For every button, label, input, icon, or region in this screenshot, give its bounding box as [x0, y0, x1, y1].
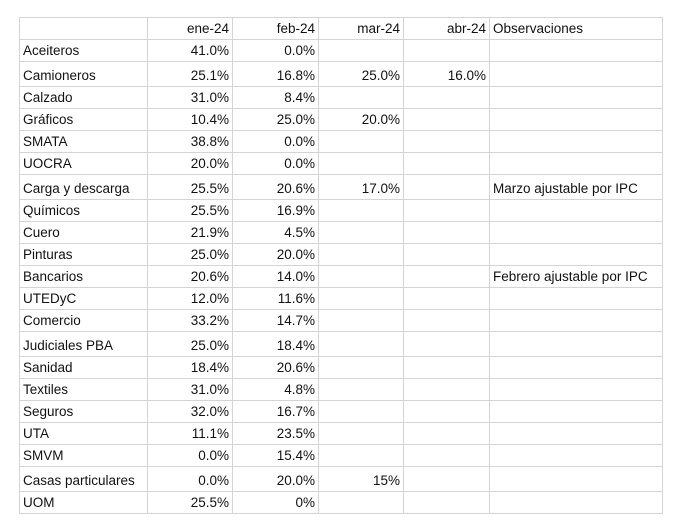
cell-mar-24[interactable]: 15% — [319, 467, 404, 492]
cell-feb-24[interactable]: 11.6% — [233, 288, 319, 310]
cell-mar-24[interactable] — [319, 131, 404, 153]
cell-ene-24[interactable]: 25.1% — [148, 62, 233, 87]
cell-abr-24[interactable] — [404, 109, 490, 131]
cell-ene-24[interactable]: 32.0% — [148, 401, 233, 423]
table-row — [20, 423, 663, 445]
cell-observaciones[interactable] — [490, 467, 663, 492]
cell-feb-24[interactable]: 16.7% — [233, 401, 319, 423]
cell-feb-24[interactable]: 20.6% — [233, 175, 319, 200]
cell-feb-24[interactable]: 0% — [233, 492, 319, 514]
cell-feb-24[interactable]: 14.0% — [233, 266, 319, 288]
header-cell-feb-24[interactable]: feb-24 — [233, 18, 319, 40]
cell-observaciones[interactable] — [490, 109, 663, 131]
table-row — [20, 175, 663, 200]
cell-observaciones[interactable] — [490, 288, 663, 310]
cell-ene-24[interactable]: 41.0% — [148, 40, 233, 62]
cell-name[interactable]: Camioneros — [20, 62, 148, 87]
cell-abr-24[interactable] — [404, 401, 490, 423]
table-row — [20, 492, 663, 514]
cell-ene-24[interactable]: 18.4% — [148, 357, 233, 379]
cell-name[interactable]: Gráficos — [20, 109, 148, 131]
cell-observaciones[interactable] — [490, 492, 663, 514]
cell-abr-24[interactable] — [404, 131, 490, 153]
cell-observaciones[interactable] — [490, 357, 663, 379]
cell-name[interactable]: UOM — [20, 492, 148, 514]
cell-name[interactable]: Químicos — [20, 200, 148, 222]
cell-observaciones[interactable] — [490, 62, 663, 87]
cell-observaciones[interactable] — [490, 222, 663, 244]
cell-mar-24[interactable]: 20.0% — [319, 109, 404, 131]
table-row — [20, 332, 663, 357]
cell-abr-24[interactable] — [404, 153, 490, 175]
cell-observaciones[interactable] — [490, 131, 663, 153]
cell-abr-24[interactable]: 16.0% — [404, 62, 490, 87]
cell-feb-24[interactable]: 23.5% — [233, 423, 319, 445]
cell-name[interactable]: Carga y descarga — [20, 175, 148, 200]
header-row — [20, 18, 663, 40]
header-cell-mar-24[interactable]: mar-24 — [319, 18, 404, 40]
header-cell-observaciones[interactable]: Observaciones — [490, 18, 663, 40]
cell-name[interactable]: SMVM — [20, 445, 148, 467]
cell-abr-24[interactable] — [404, 244, 490, 266]
cell-mar-24[interactable] — [319, 40, 404, 62]
cell-name[interactable]: Textiles — [20, 379, 148, 401]
cell-ene-24[interactable]: 38.8% — [148, 131, 233, 153]
cell-abr-24[interactable] — [404, 310, 490, 332]
cell-mar-24[interactable] — [319, 332, 404, 357]
cell-abr-24[interactable] — [404, 87, 490, 109]
cell-ene-24[interactable]: 25.5% — [148, 200, 233, 222]
header-cell-empty[interactable] — [20, 18, 148, 40]
cell-mar-24[interactable] — [319, 492, 404, 514]
cell-feb-24[interactable]: 16.9% — [233, 200, 319, 222]
cell-ene-24[interactable]: 33.2% — [148, 310, 233, 332]
table-row — [20, 288, 663, 310]
cell-feb-24[interactable]: 0.0% — [233, 153, 319, 175]
cell-observaciones[interactable] — [490, 379, 663, 401]
table-row — [20, 266, 663, 288]
cell-feb-24[interactable]: 18.4% — [233, 332, 319, 357]
cell-name[interactable]: Casas particulares — [20, 467, 148, 492]
cell-ene-24[interactable]: 20.0% — [148, 153, 233, 175]
cell-ene-24[interactable]: 31.0% — [148, 87, 233, 109]
table-row — [20, 222, 663, 244]
table-row — [20, 244, 663, 266]
cell-name[interactable]: Judiciales PBA — [20, 332, 148, 357]
table-row — [20, 153, 663, 175]
cell-name[interactable]: Pinturas — [20, 244, 148, 266]
cell-feb-24[interactable]: 16.8% — [233, 62, 319, 87]
cell-abr-24[interactable] — [404, 222, 490, 244]
cell-abr-24[interactable] — [404, 200, 490, 222]
cell-mar-24[interactable] — [319, 200, 404, 222]
cell-mar-24[interactable] — [319, 310, 404, 332]
cell-observaciones[interactable] — [490, 87, 663, 109]
cell-observaciones[interactable]: Marzo ajustable por IPC — [490, 175, 663, 200]
table-row — [20, 357, 663, 379]
cell-mar-24[interactable] — [319, 244, 404, 266]
cell-mar-24[interactable] — [319, 401, 404, 423]
cell-feb-24[interactable]: 0.0% — [233, 131, 319, 153]
table-row — [20, 200, 663, 222]
cell-name[interactable]: Calzado — [20, 87, 148, 109]
cell-ene-24[interactable]: 10.4% — [148, 109, 233, 131]
cell-name[interactable]: Bancarios — [20, 266, 148, 288]
cell-observaciones[interactable] — [490, 401, 663, 423]
table-row — [20, 401, 663, 423]
cell-observaciones[interactable] — [490, 40, 663, 62]
cell-abr-24[interactable] — [404, 423, 490, 445]
cell-name[interactable]: UTA — [20, 423, 148, 445]
table-row — [20, 310, 663, 332]
cell-feb-24[interactable]: 14.7% — [233, 310, 319, 332]
cell-feb-24[interactable]: 15.4% — [233, 445, 319, 467]
cell-mar-24[interactable] — [319, 153, 404, 175]
cell-abr-24[interactable] — [404, 175, 490, 200]
cell-abr-24[interactable] — [404, 467, 490, 492]
cell-abr-24[interactable] — [404, 332, 490, 357]
cell-name[interactable]: Sanidad — [20, 357, 148, 379]
table-row — [20, 379, 663, 401]
cell-observaciones[interactable] — [490, 244, 663, 266]
cell-feb-24[interactable]: 20.6% — [233, 357, 319, 379]
cell-name[interactable]: Comercio — [20, 310, 148, 332]
table-row — [20, 62, 663, 87]
cell-name[interactable]: Seguros — [20, 401, 148, 423]
table-row — [20, 131, 663, 153]
cell-name[interactable]: Cuero — [20, 222, 148, 244]
header-cell-ene-24[interactable]: ene-24 — [148, 18, 233, 40]
cell-abr-24[interactable] — [404, 379, 490, 401]
table-row — [20, 445, 663, 467]
cell-mar-24[interactable] — [319, 288, 404, 310]
cell-abr-24[interactable] — [404, 445, 490, 467]
cell-abr-24[interactable] — [404, 288, 490, 310]
cell-mar-24[interactable] — [319, 445, 404, 467]
cell-mar-24[interactable] — [319, 266, 404, 288]
cell-observaciones[interactable] — [490, 153, 663, 175]
header-cell-abr-24[interactable]: abr-24 — [404, 18, 490, 40]
cell-name[interactable]: UOCRA — [20, 153, 148, 175]
cell-abr-24[interactable] — [404, 357, 490, 379]
table-row — [20, 467, 663, 492]
cell-ene-24[interactable]: 25.5% — [148, 492, 233, 514]
cell-feb-24[interactable]: 20.0% — [233, 244, 319, 266]
cell-feb-24[interactable]: 4.8% — [233, 379, 319, 401]
cell-observaciones[interactable] — [490, 310, 663, 332]
cell-ene-24[interactable]: 0.0% — [148, 467, 233, 492]
cell-observaciones[interactable] — [490, 423, 663, 445]
cell-ene-24[interactable]: 11.1% — [148, 423, 233, 445]
cell-ene-24[interactable]: 31.0% — [148, 379, 233, 401]
wage-increase-table — [19, 17, 663, 514]
cell-mar-24[interactable]: 25.0% — [319, 62, 404, 87]
cell-abr-24[interactable] — [404, 40, 490, 62]
cell-abr-24[interactable] — [404, 266, 490, 288]
cell-ene-24[interactable]: 12.0% — [148, 288, 233, 310]
cell-mar-24[interactable] — [319, 379, 404, 401]
cell-mar-24[interactable]: 17.0% — [319, 175, 404, 200]
cell-feb-24[interactable]: 20.0% — [233, 467, 319, 492]
cell-mar-24[interactable] — [319, 423, 404, 445]
cell-feb-24[interactable]: 25.0% — [233, 109, 319, 131]
cell-ene-24[interactable]: 25.0% — [148, 332, 233, 357]
cell-ene-24[interactable]: 20.6% — [148, 266, 233, 288]
cell-ene-24[interactable]: 25.5% — [148, 175, 233, 200]
cell-observaciones[interactable]: Febrero ajustable por IPC — [490, 266, 663, 288]
table-row — [20, 40, 663, 62]
cell-mar-24[interactable] — [319, 87, 404, 109]
cell-feb-24[interactable]: 0.0% — [233, 40, 319, 62]
cell-ene-24[interactable]: 25.0% — [148, 244, 233, 266]
cell-feb-24[interactable]: 8.4% — [233, 87, 319, 109]
cell-feb-24[interactable]: 4.5% — [233, 222, 319, 244]
cell-ene-24[interactable]: 0.0% — [148, 445, 233, 467]
cell-abr-24[interactable] — [404, 492, 490, 514]
cell-ene-24[interactable]: 21.9% — [148, 222, 233, 244]
cell-observaciones[interactable] — [490, 445, 663, 467]
cell-mar-24[interactable] — [319, 222, 404, 244]
cell-name[interactable]: Aceiteros — [20, 40, 148, 62]
table-row — [20, 109, 663, 131]
cell-observaciones[interactable] — [490, 332, 663, 357]
cell-name[interactable]: SMATA — [20, 131, 148, 153]
cell-observaciones[interactable] — [490, 200, 663, 222]
table-row — [20, 87, 663, 109]
cell-name[interactable]: UTEDyC — [20, 288, 148, 310]
cell-mar-24[interactable] — [319, 357, 404, 379]
